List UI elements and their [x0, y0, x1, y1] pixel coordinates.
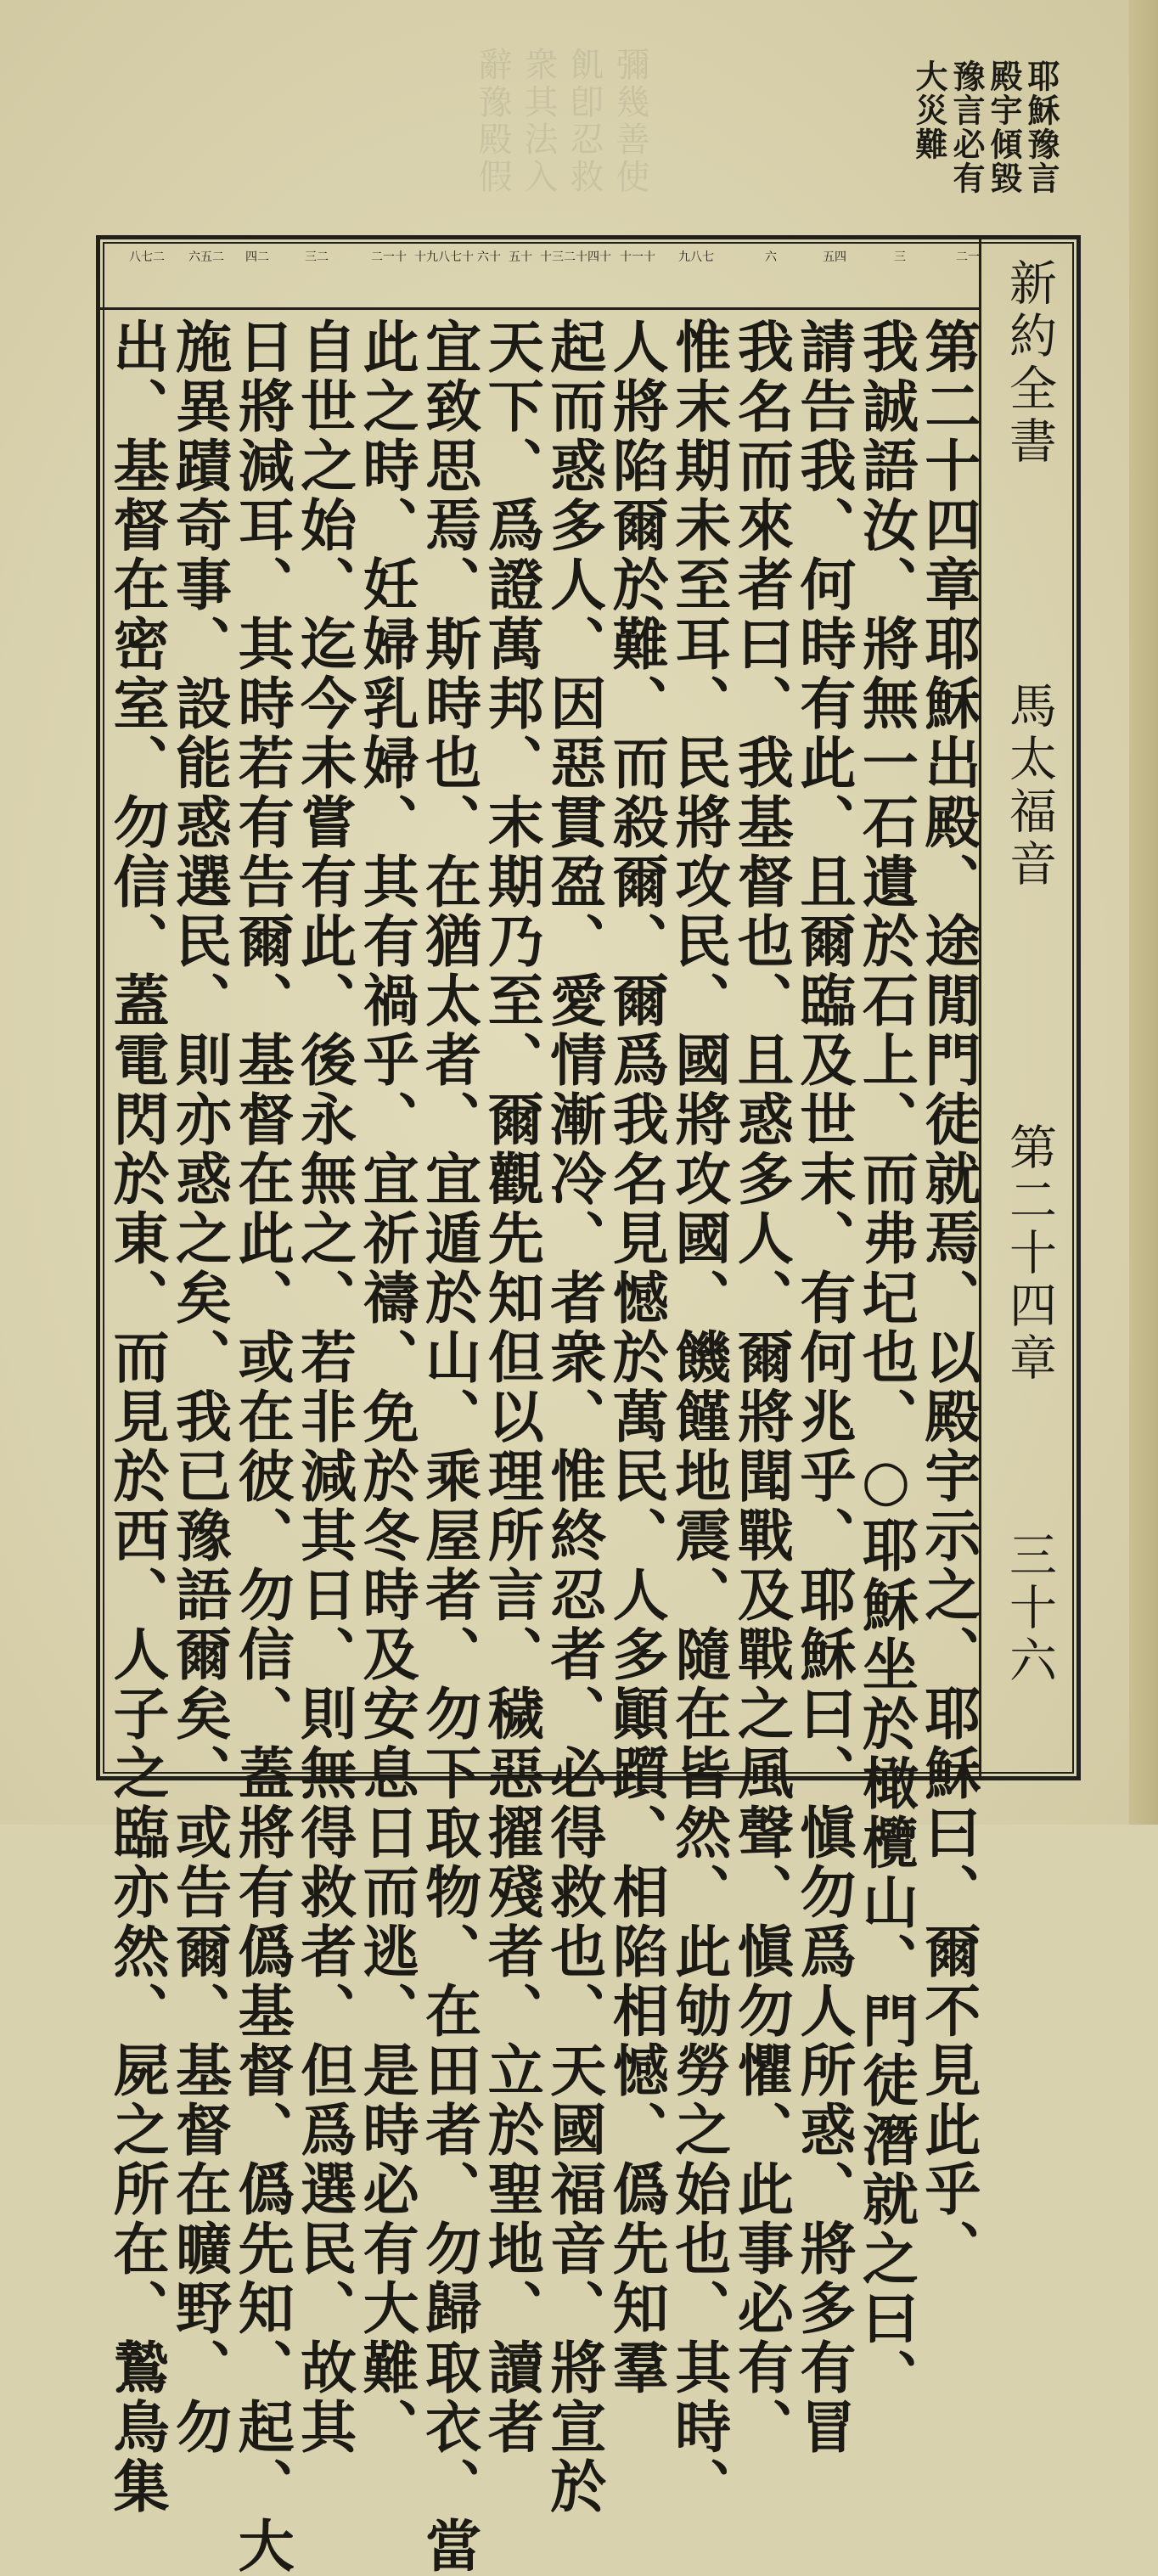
verse-numbers: 十三二十四十 [540, 250, 611, 264]
verse-numbers: 二一十 [371, 250, 407, 264]
page-edge [1129, 0, 1158, 1825]
text-column: 第二十四章耶穌出殿、途閒門徒就焉、以殿宇示之、耶穌曰、爾不見此乎、 [914, 318, 981, 2279]
text-column: 施異蹟奇事、設能惑選民、則亦惑之矣、我已豫語爾矣、或告爾、基督在曠野、勿 [166, 318, 233, 2457]
bleed-through-column: 飢卽忍救 [565, 47, 604, 196]
verse-numbers: 十九八七十 [414, 250, 474, 264]
bleed-through-column: 衆其法入 [519, 47, 558, 196]
marginal-note: 豫言必有 [947, 59, 986, 195]
verse-numbers: 六十 [477, 250, 501, 264]
text-column: 我名而來者曰、我基督也、且惑多人、爾將聞戰及戰之風聲、愼勿懼、此事必有、 [728, 318, 795, 2457]
bleed-through-column: 辭豫殿假 [473, 47, 512, 196]
text-column: 惟末期未至耳、民將攻民、國將攻國、饑饉地震、隨在皆然、此劬勞之始也、其時、 [665, 318, 732, 2517]
text-column: 我誠語汝、將無一石遺於石上、而弗圮也、○耶穌坐於橄欖山、門徒潛就之曰、 [852, 318, 919, 2408]
text-column: 日將減耳、其時若有告爾、基督在此、或在彼、勿信、蓋將有僞基督、僞先知、起、大 [228, 318, 295, 2576]
verse-numbers: 五四 [823, 250, 846, 264]
chapter-label: 第二十四章 [1002, 1122, 1057, 1386]
verse-numbers: 十一十 [620, 250, 655, 264]
text-column: 宜致思焉、斯時也、在猶太者、宜遁於山、乘屋者、勿下取物、在田者、勿歸取衣、當 [415, 318, 482, 2576]
marginal-note: 殿宇傾毀 [985, 59, 1023, 195]
verse-numbers: 四二 [245, 250, 269, 264]
verse-numbers: 三 [894, 250, 906, 264]
verse-numbers: 六 [765, 250, 777, 264]
verse-numbers: 六五二 [188, 250, 224, 264]
verse-numbers: 九八七 [678, 250, 714, 264]
scripture-text [104, 318, 981, 2576]
bleed-through-column: 彌幾善使 [610, 47, 649, 196]
text-column: 起而惑多人、因惡貫盈、愛情漸冷、者衆、惟終忍者、必得救也、天國福音、將宣於 [540, 318, 607, 2517]
verse-numbers: 三二 [305, 250, 329, 264]
text-column: 請告我、何時有此、且爾臨及世末、有何兆乎、耶穌曰、愼勿爲人所惑、將多有冒 [790, 318, 857, 2457]
running-header [979, 239, 1076, 1776]
gospel-title: 馬太福音 [1002, 681, 1057, 891]
text-column: 此之時、妊婦乳婦、其有禍乎、宜祈禱、免於冬時及安息日而逃、是時必有大難、 [353, 318, 420, 2457]
verse-number-row [100, 239, 981, 310]
marginal-note: 耶穌豫言 [1022, 59, 1060, 195]
text-frame [96, 235, 1081, 2576]
marginal-notes [910, 59, 1060, 229]
book-title: 新約全書 [1002, 258, 1057, 469]
verse-numbers: 五十 [509, 250, 532, 264]
text-column: 出、基督在密室、勿信、蓋電閃於東、而見於西、人子之臨亦然、屍之所在、鷙鳥集 [104, 318, 170, 2517]
text-column: 人將陷爾於難、而殺爾、爾爲我名見憾於萬民、人多顚躓、相陷相憾、僞先知羣 [603, 318, 670, 2398]
verse-numbers: 八七二 [129, 250, 165, 264]
bleed-through-text [475, 47, 647, 217]
text-column: 天下、爲證萬邦、末期乃至、爾觀先知但以理所言、穢惡擢殘者、立於聖地、讀者 [478, 318, 545, 2457]
marginal-note: 大災難 [910, 59, 948, 161]
verse-numbers: 二一 [956, 250, 980, 264]
text-column: 自世之始、迄今未嘗有此、後永無之、若非減其日、則無得救者、但爲選民、故其 [290, 318, 357, 2457]
page-number: 三十六 [1002, 1530, 1057, 1688]
